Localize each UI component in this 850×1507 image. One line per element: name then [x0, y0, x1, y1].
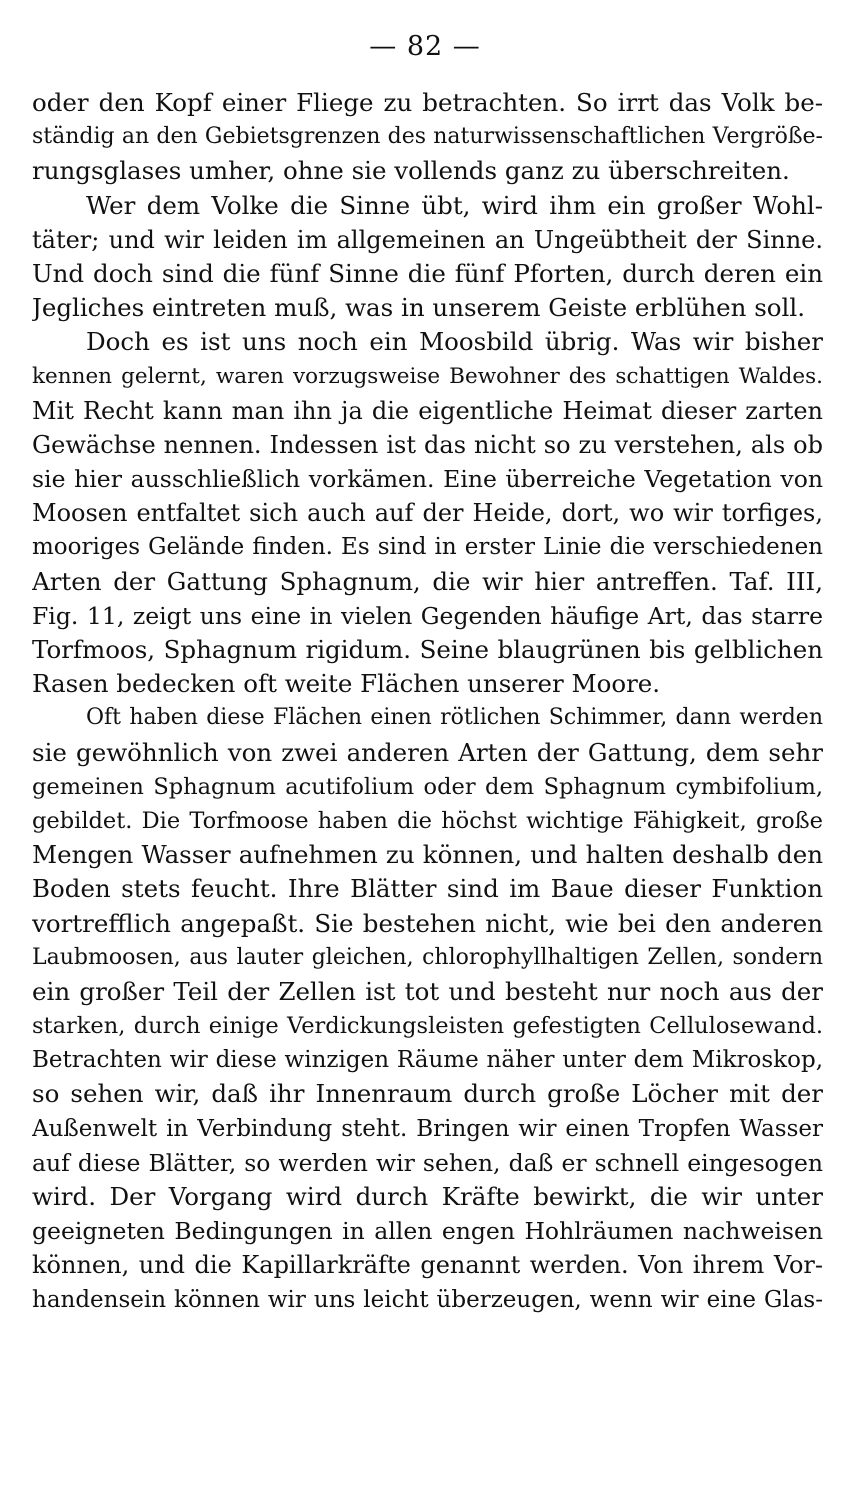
text-line: oder den Kopf einer Fliege zu betrachten. So irrt das Volk be-	[32, 88, 823, 117]
text-line: Torfmoos, Sphagnum rigidum. Seine blaugrünen bis gelblichen	[32, 635, 823, 664]
text-line: Moosen entfaltet sich auch auf der Heide, dort, wo wir torfiges,	[32, 499, 823, 528]
text-line: Außenwelt in Verbindung steht. Bringen wir einen Tropfen Wasser	[32, 1115, 823, 1142]
text-line: Mengen Wasser aufnehmen zu können, und halten deshalb den	[32, 840, 823, 870]
body-text	[32, 86, 823, 1317]
text-line: können, und die Kapillarkräfte genannt werden. Von ihrem Vor-	[32, 1251, 823, 1280]
text-line: Mit Recht kann man ihn ja die eigentliche Heimat dieser zarten	[32, 396, 823, 425]
text-line: kennen gelernt, waren vorzugsweise Bewohner des schattigen Waldes.	[32, 363, 823, 389]
text-line: auf diese Blätter, so werden wir sehen, daß er schnell eingesogen	[32, 1148, 823, 1177]
text-line: Boden stets feucht. Ihre Blätter sind im Baue dieser Funktion	[32, 874, 823, 904]
text-line: starken, durch einige Verdickungsleisten gefestigten Cellulosewand.	[32, 1013, 823, 1040]
text-line: geeigneten Bedingungen in allen engen Hohlräumen nachweisen	[32, 1217, 823, 1246]
text-line: Gewächse nennen. Indessen ist das nicht so zu verstehen, als ob	[32, 430, 823, 459]
text-line: handensein können wir uns leicht überzeugen, wenn wir eine Glas-	[32, 1286, 823, 1313]
text-line: Wer dem Volke die Sinne übt, wird ihm ein großer Wohl-	[86, 190, 823, 220]
text-line: gemeinen Sphagnum acutifolium oder dem Sphagnum cymbifolium,	[32, 773, 823, 800]
text-line: Oft haben diese Flächen einen rötlichen Schimmer, dann werden	[86, 705, 823, 731]
text-line: Arten der Gattung Sphagnum, die wir hier antreffen. Taf. III,	[32, 566, 823, 596]
text-line: vortrefflich angepaßt. Sie bestehen nicht, wie bei den anderen	[32, 908, 823, 938]
text-line: Und doch sind die fünf Sinne die fünf Pforten, durch deren ein	[32, 258, 823, 288]
text-line: Betrachten wir diese winzigen Räume näher unter dem Mikroskop,	[32, 1047, 823, 1074]
page-number: — 82 —	[369, 31, 481, 62]
text-line: Jegliches eintreten muß, was in unserem Geiste erblühen soll.	[32, 293, 806, 323]
text-line: rungsglases umher, ohne sie vollends ganz zu überschreiten.	[32, 156, 790, 186]
text-line: sie hier ausschließlich vorkämen. Eine überreiche Vegetation von	[32, 465, 823, 494]
text-line: sie gewöhnlich von zwei anderen Arten der Gattung, dem sehr	[32, 737, 823, 767]
text-line: gebildet. Die Torfmoose haben die höchst wichtige Fähigkeit, große	[32, 807, 823, 834]
text-line: Laubmoosen, aus lauter gleichen, chlorophyllhaltigen Zellen, sondern	[32, 944, 823, 970]
text-line: ständig an den Gebietsgrenzen des naturwissenschaftlichen Vergröße-	[32, 124, 823, 150]
text-line: so sehen wir, daß ihr Innenraum durch große Löcher mit der	[32, 1079, 823, 1109]
text-line: ein großer Teil der Zellen ist tot und besteht nur noch aus der	[32, 976, 823, 1006]
text-line: mooriges Gelände finden. Es sind in erster Linie die verschiedenen	[32, 534, 823, 561]
text-line: Fig. 11, zeigt uns eine in vielen Gegenden häufige Art, das starre	[32, 601, 823, 630]
text-line: täter; und wir leiden im allgemeinen an Ungeübtheit der Sinne.	[32, 225, 823, 254]
text-line: Rasen bedecken oft weite Flächen unserer Moore.	[32, 669, 661, 699]
text-line: wird. Der Vorgang wird durch Kräfte bewirkt, die wir unter	[32, 1182, 823, 1211]
text-line: Doch es ist uns noch ein Moosbild übrig. Was wir bisher	[86, 327, 823, 357]
